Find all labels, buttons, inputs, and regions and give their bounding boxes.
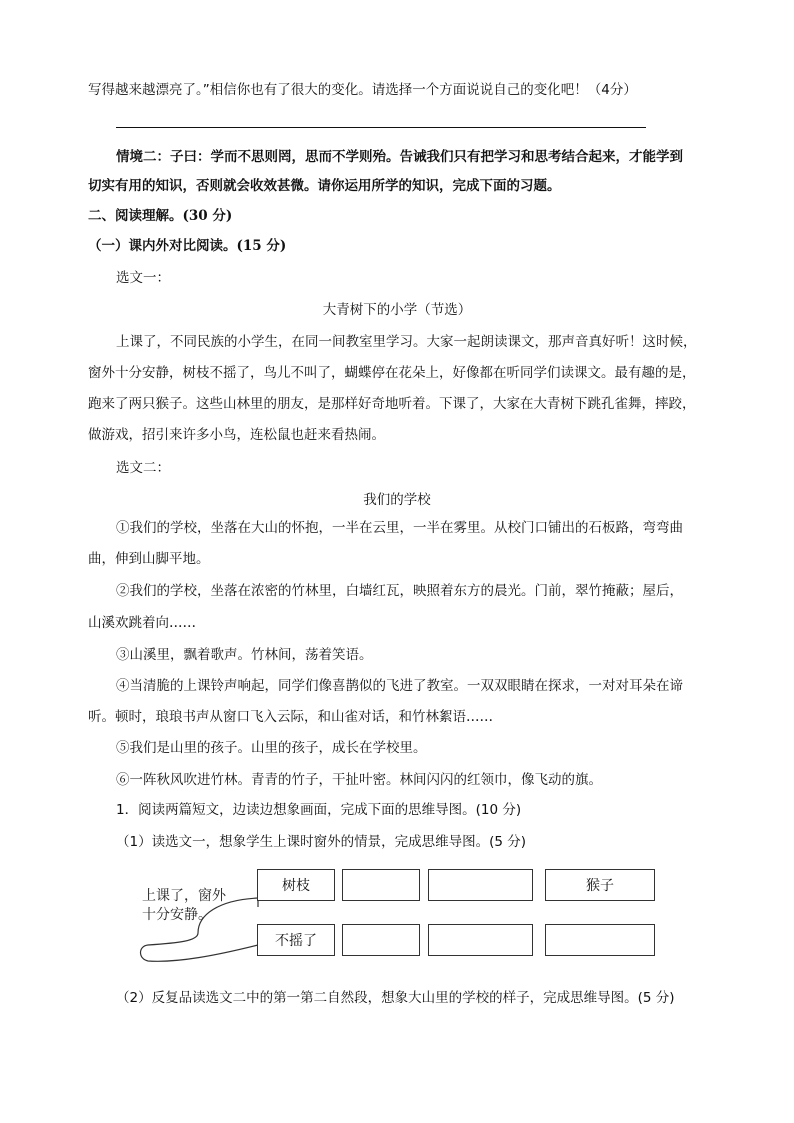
text-line: ②我们的学校，坐落在浓密的竹林里，白墙红瓦，映照着东方的晨光。门前，翠竹掩蔽；屋后， bbox=[116, 583, 683, 599]
mindmap-bracket bbox=[138, 895, 268, 975]
text-line: 上课了，不同民族的小学生，在同一间教室里学习。大家一起朗读课文，那声音真好听！这时候， bbox=[116, 334, 697, 350]
mindmap-box-r2-c3[interactable] bbox=[428, 924, 533, 956]
passage-label: 选文二： bbox=[116, 460, 170, 476]
mindmap-root-line2: 十分安静。 bbox=[142, 907, 212, 923]
text-line: 情境二：子曰：学而不思则罔，思而不学则殆。告诫我们只有把学习和思考结合起来，才能学到 bbox=[116, 149, 683, 165]
text-line: 跑来了两只猴子。这些山林里的朋友，是那样好奇地听着。下课了，大家在大青树下跳孔雀舞，摔跤， bbox=[88, 396, 696, 412]
text-line: ④当清脆的上课铃声响起，同学们像喜鹊似的飞进了教室。一双双眼睛在探求，一对对耳朵在谛 bbox=[116, 678, 683, 694]
text-line: ⑥一阵秋风吹进竹林。青青的竹子，干扯叶密。林间闪闪的红领巾，像飞动的旗。 bbox=[116, 772, 602, 788]
text-line: 切实有用的知识，否则就会收效甚微。请你运用所学的知识，完成下面的习题。 bbox=[88, 178, 561, 194]
passage-title: 大青树下的小学（节选） bbox=[322, 302, 472, 318]
text-line: ③山溪里，飘着歌声。竹林间，荡着笑语。 bbox=[116, 647, 373, 663]
mindmap-box-r2-c4[interactable] bbox=[545, 924, 655, 956]
question-1-2: （2）反复品读选文二中的第一第二自然段，想象大山里的学校的样子，完成思维导图。(5 分) bbox=[116, 990, 675, 1006]
question-1: 1．阅读两篇短文，边读边想象画面，完成下面的思维导图。(10 分) bbox=[116, 802, 522, 818]
mindmap-root-line1: 上课了，窗外 bbox=[142, 888, 226, 904]
text-line: ①我们的学校，坐落在大山的怀抱，一半在云里，一半在雾里。从校门口铺出的石板路，弯弯曲 bbox=[116, 520, 683, 536]
text-line: 曲，伸到山脚平地。 bbox=[88, 551, 210, 567]
mindmap-box-r1-c2[interactable] bbox=[342, 869, 420, 901]
question-1-1: （1）读选文一，想象学生上课时窗外的情景，完成思维导图。(5 分) bbox=[116, 834, 527, 850]
text-line: ⑤我们是山里的孩子。山里的孩子，成长在学校里。 bbox=[116, 740, 427, 756]
passage-label: 选文一： bbox=[116, 270, 170, 286]
text-line: 窗外十分安静，树枝不摇了，鸟儿不叫了，蝴蝶停在花朵上，好像都在听同学们读课文。最有趣的是， bbox=[88, 365, 696, 381]
mindmap-box-r2-c2[interactable] bbox=[342, 924, 420, 956]
subsection-heading: （一）课内外对比阅读。(15 分) bbox=[88, 238, 287, 254]
mindmap-box-r1-c3[interactable] bbox=[428, 869, 533, 901]
mindmap-box-r1-c4[interactable]: 猴子 bbox=[545, 869, 655, 901]
text-line: 山溪欢跳着向…… bbox=[88, 615, 196, 631]
text-line: 写得越来越漂亮了。”相信你也有了很大的变化。请选择一个方面说说自己的变化吧！（4分） bbox=[88, 82, 637, 98]
section-heading: 二、阅读理解。(30 分) bbox=[88, 208, 233, 224]
text-line: 听。顿时，琅琅书声从窗口飞入云际，和山雀对话，和竹林絮语…… bbox=[88, 709, 493, 725]
mindmap-box-r1-c1[interactable]: 树枝 bbox=[257, 869, 335, 901]
mindmap-box-r2-c1[interactable]: 不摇了 bbox=[257, 924, 335, 956]
answer-underline bbox=[116, 127, 646, 128]
text-line: 做游戏，招引来许多小鸟，连松鼠也赶来看热闹。 bbox=[88, 427, 385, 443]
passage-title: 我们的学校 bbox=[363, 492, 431, 508]
